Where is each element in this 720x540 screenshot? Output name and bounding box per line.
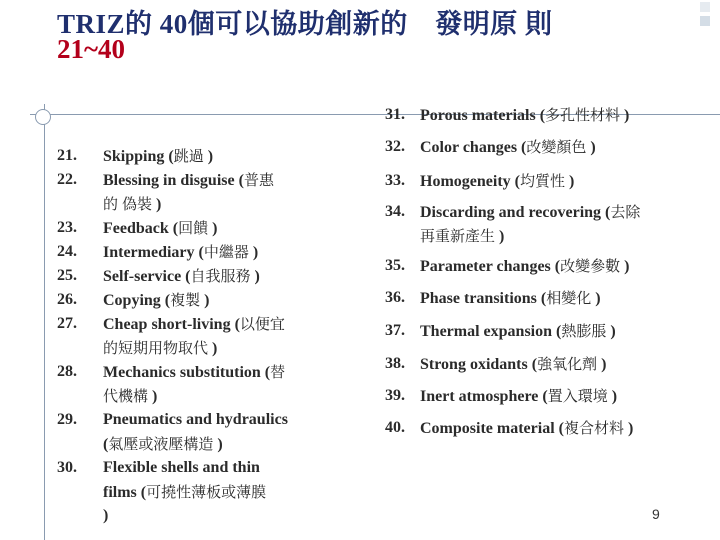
left-item-number: 30. (57, 459, 77, 476)
right-item-text: Strong oxidants (強氧化劑 ) (420, 355, 607, 373)
right-item-number: 32. (385, 138, 405, 155)
left-item-number: 22. (57, 171, 77, 188)
left-item-number: 24. (57, 243, 77, 260)
left-item-text: Self-service (自我服務 ) (103, 267, 260, 285)
left-item-number: 26. (57, 291, 77, 308)
right-item-text: 再重新產生 ) (420, 227, 505, 245)
right-item-number: 31. (385, 106, 405, 123)
left-item-text: (氣壓或液壓構造 ) (103, 435, 223, 453)
left-item-text: Flexible shells and thin (103, 459, 260, 476)
left-item-number: 28. (57, 363, 77, 380)
left-item-text: Skipping (跳過 ) (103, 147, 214, 165)
left-item-text: films (可撓性薄板或薄膜 (103, 483, 267, 501)
right-item-number: 39. (385, 387, 405, 404)
right-item-text: Inert atmosphere (置入環境 ) (420, 387, 618, 405)
right-item-text: Thermal expansion (熱膨脹 ) (420, 322, 616, 340)
left-item-text: Blessing in disguise (普惠 (103, 171, 274, 189)
right-item-text: Parameter changes (改變參數 ) (420, 257, 630, 275)
left-item-number: 29. (57, 411, 77, 428)
right-item-number: 33. (385, 172, 405, 189)
corner-decoration (700, 16, 710, 26)
left-item-text: Intermediary (中繼器 ) (103, 243, 259, 261)
right-item-number: 35. (385, 257, 405, 274)
left-item-text: Cheap short-living (以便宜 (103, 315, 285, 333)
slide-title: TRIZ的 40個可以協助創新的 發明原 則 (57, 9, 553, 39)
left-item-text: 的 偽裝 ) (103, 195, 162, 213)
rule-crosshair-icon (35, 109, 51, 125)
right-item-text: Porous materials (多孔性材料 ) (420, 106, 630, 124)
right-item-number: 38. (385, 355, 405, 372)
left-item-text: Feedback (回饋 ) (103, 219, 218, 237)
right-item-text: Phase transitions (相變化 ) (420, 289, 601, 307)
page-number: 9 (652, 506, 660, 522)
left-item-text: Mechanics substitution (替 (103, 363, 286, 381)
left-item-text: Pneumatics and hydraulics (103, 411, 288, 428)
right-item-number: 34. (385, 203, 405, 220)
right-item-number: 36. (385, 289, 405, 306)
right-item-text: Homogeneity (均質性 ) (420, 172, 575, 190)
right-item-text: Discarding and recovering (去除 (420, 203, 641, 221)
right-item-number: 40. (385, 419, 405, 436)
left-item-number: 27. (57, 315, 77, 332)
left-item-text: 的短期用物取代 ) (103, 339, 218, 357)
right-item-text: Composite material (複合材料 ) (420, 419, 634, 437)
left-item-text: Copying (複製 ) (103, 291, 210, 309)
corner-decoration (700, 2, 710, 12)
left-item-number: 23. (57, 219, 77, 236)
slide-subtitle: 21~40 (57, 34, 126, 64)
left-item-number: 21. (57, 147, 77, 164)
left-item-text: ) (103, 507, 109, 524)
left-item-text: 代機構 ) (103, 387, 158, 405)
left-item-number: 25. (57, 267, 77, 284)
vertical-rule (44, 104, 45, 540)
right-item-number: 37. (385, 322, 405, 339)
right-item-text: Color changes (改變顏色 ) (420, 138, 596, 156)
